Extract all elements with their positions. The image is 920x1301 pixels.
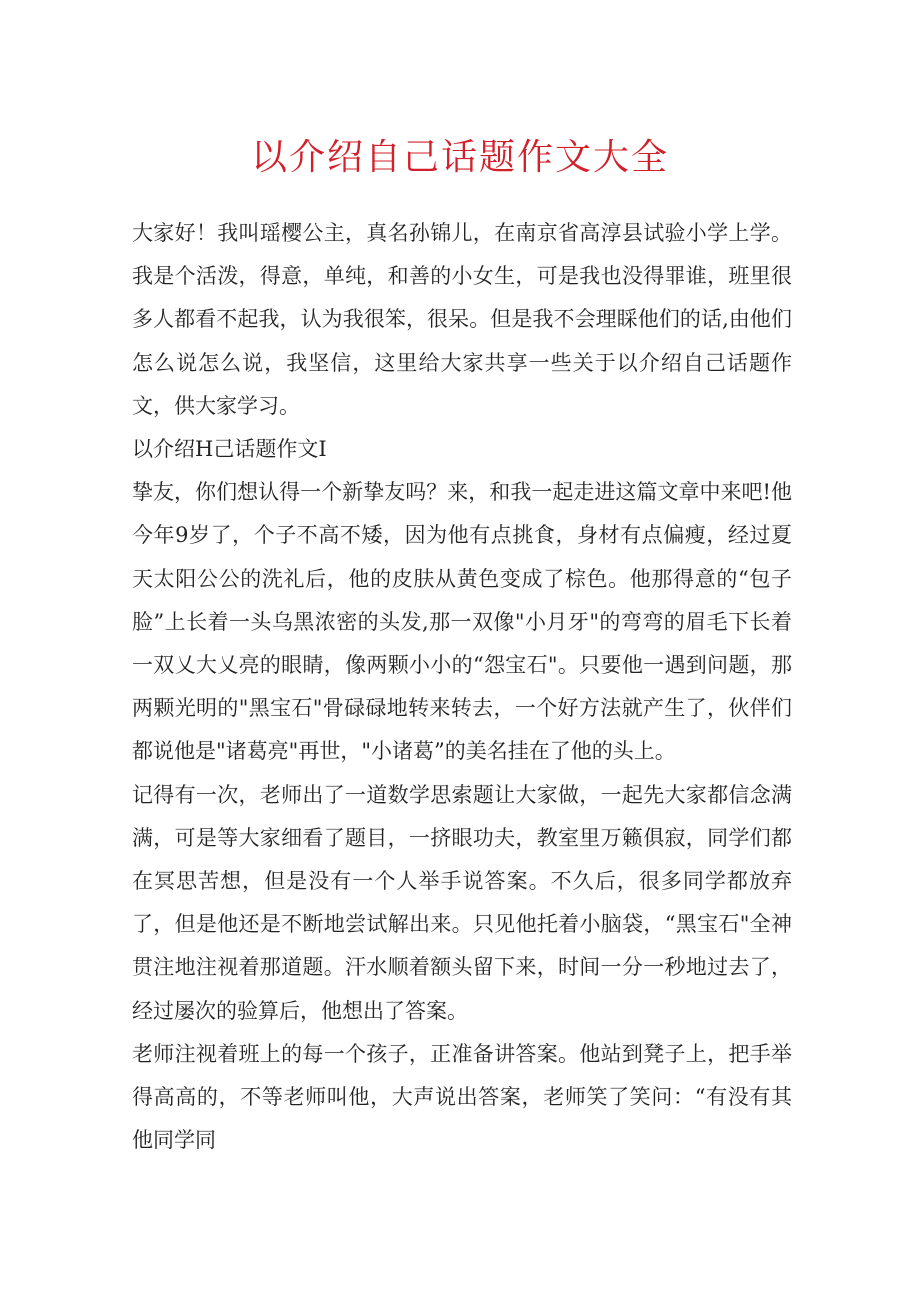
body-paragraph-1: 挚友，你们想认得一个新挚友吗？来，和我一起走进这篇文章中来吧!他今年9岁了，个子不高不矮，因为他有点挑食，身材有点偏瘦，经过夏天太阳公公的洗礼后，他的皮肤从黄色变成了棕色。他那得意的“包子脸”上长着一头乌黑浓密的头发,那一双像"小月牙"的弯弯的眉毛下长着一双乂大乂亮的眼睛，像两颗小小的“怨宝石"。只要他一遇到问题，那两颗光明的"黑宝石"骨碌碌地转来转去，一个好方法就产生了，伙伴们都说他是"诸葛亮"再世，"小诸葛”的美名挂在了他的头上。 bbox=[132, 480, 792, 764]
body-paragraph-2: 记得有一次，老师出了一道数学思索题让大家做，一起先大家都信念满满，可是等大家细看了题目，一挤眼功夫，教室里万籁俱寂，同学们都在冥思苦想，但是没有一个人举手说答案。不久后，很多同学都放弃了，但是他还是不断地尝试解出来。只见他托着小脑袋，“黑宝石"全神贯注地注视着那道题。汗水顺着额头留下来，时间一分一秒地过去了，经过屡次的验算后，他想出了答案。 bbox=[132, 782, 792, 1023]
document-body bbox=[132, 212, 792, 1162]
body-paragraph-3: 老师注视着班上的每一个孩子，正准备讲答案。他站到凳子上，把手举得高高的，不等老师叫他，大声说出答案，老师笑了笑问：“有没有其他同学同 bbox=[132, 1041, 792, 1153]
section-heading: 以介绍H己话题作文I bbox=[132, 437, 327, 462]
document-title: 以介绍自己话题作文大全 bbox=[250, 137, 669, 178]
intro-paragraph: 大家好！我叫瑶樱公主，真名孙锦儿，在南京省高淳县试验小学上学。我是个活泼，得意，单纯，和善的小女生，可是我也没得罪谁，班里很多人都看不起我，认为我很笨，很呆。但是我不会理睬他们的话,由他们怎么说怎么说，我坚信，这里给大家共享一些关于以介绍自己话题作文，供大家学习。 bbox=[132, 221, 792, 418]
